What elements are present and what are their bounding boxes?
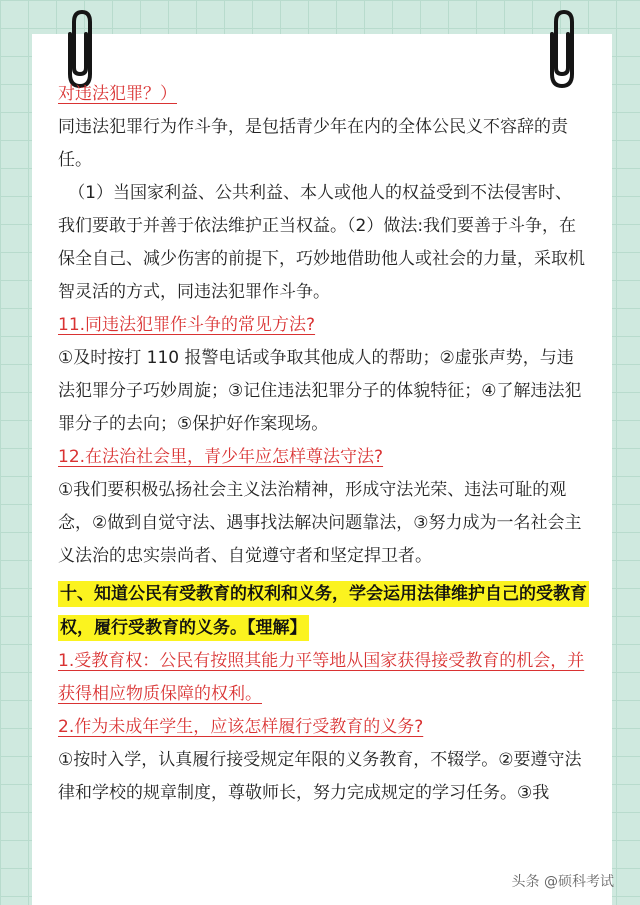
document-body [58, 78, 588, 810]
answer-paragraph: ①按时入学，认真履行接受规定年限的义务教育，不辍学。②要遵守法律和学校的规章制度，尊敬师长，努力完成规定的学习任务。③我 [58, 750, 582, 803]
watermark: 头条 @硕科考试 [511, 874, 614, 890]
question-heading-continued: 对违法犯罪？） [58, 84, 177, 104]
question-heading: 11.同违法犯罪作斗争的常见方法? [58, 315, 316, 335]
section-heading: 十、知道公民有受教育的权利和义务，学会运用法律维护自己的受教育权，履行受教育的义务。【理解】 [58, 577, 588, 645]
question-heading: 2.作为未成年学生，应该怎样履行受教育的义务? [58, 717, 424, 737]
answer-paragraph: ①我们要积极弘扬社会主义法治精神，形成守法光荣、违法可耻的观念，②做到自觉守法、遇事找法解决问题靠法，③努力成为一名社会主义法治的忠实崇尚者、自觉遵守者和坚定捍卫者。 [58, 480, 582, 566]
paragraph: （1）当国家利益、公共利益、本人或他人的权益受到不法侵害时、我们要敢于并善于依法维护正当权益。（2）做法:我们要善于斗争，在保全自己、减少伤害的前提下，巧妙地借助他人或社会的力量，采取机智灵活的方式，同违法犯罪作斗争。 [58, 183, 585, 302]
answer-paragraph: ①及时按打 110 报警电话或争取其他成人的帮助；②虚张声势，与违法犯罪分子巧妙周旋；③记住违法犯罪分子的体貌特征；④了解违法犯罪分子的去向；⑤保护好作案现场。 [58, 348, 582, 434]
paragraph: 同违法犯罪行为作斗争，是包括青少年在内的全体公民义不容辞的责任。 [58, 117, 568, 170]
definition-heading: 1.受教育权：公民有按照其能力平等地从国家获得接受教育的机会，并获得相应物质保障的权利。 [58, 651, 585, 704]
question-heading: 12.在法治社会里，青少年应怎样尊法守法? [58, 447, 384, 467]
